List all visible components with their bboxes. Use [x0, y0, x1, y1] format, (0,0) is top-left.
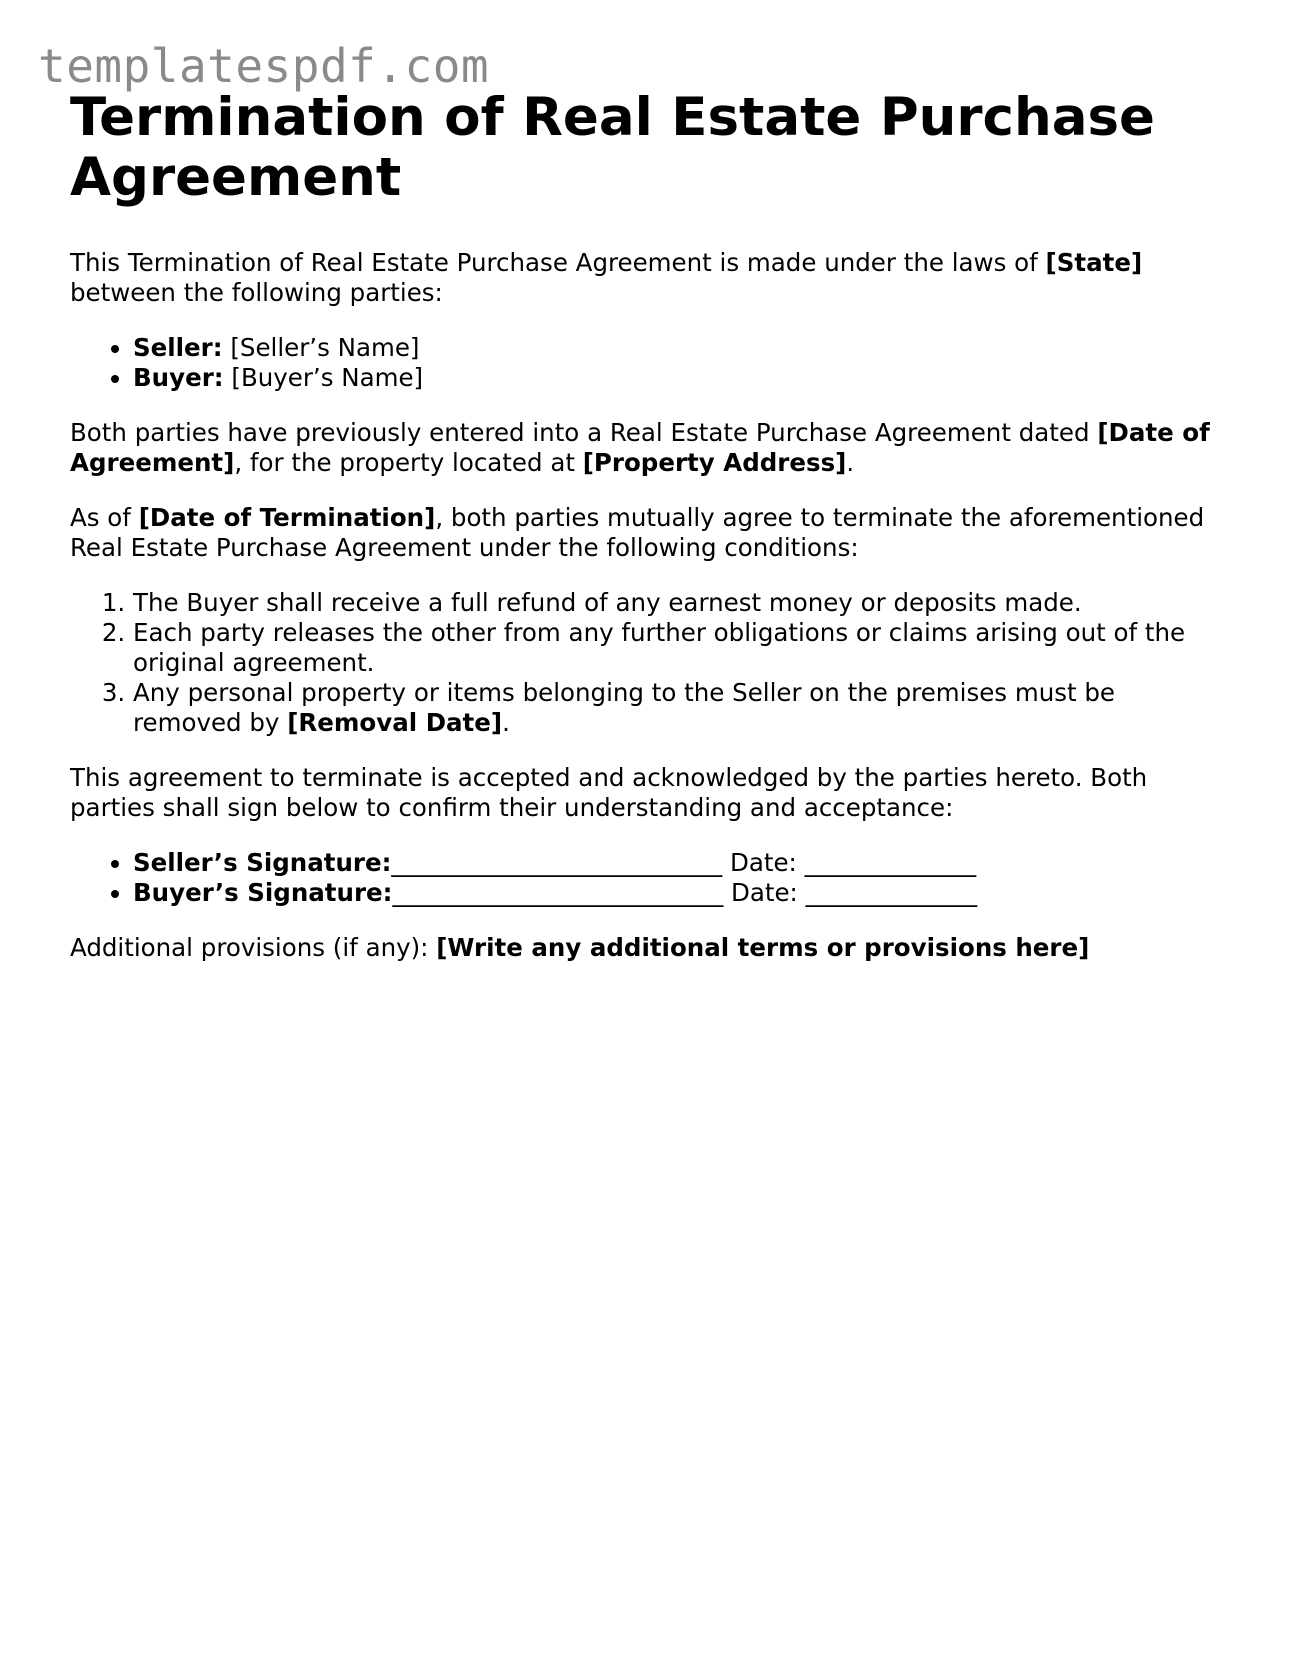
document-title: Termination of Real Estate Purchase Agreement [70, 87, 1155, 208]
signature-blank[interactable]: ___________________________ [391, 848, 723, 877]
condition-item: 2. Each party releases the other from any further obligations or claims arising out of the original agreement. [133, 618, 1230, 678]
date-blank[interactable]: ______________ [805, 878, 978, 907]
additional-provisions [70, 933, 1230, 963]
signature-label: Seller’s Signature: [133, 848, 392, 877]
condition-item [133, 678, 1230, 738]
watermark: templatespdf.com [38, 39, 490, 93]
property-address-placeholder: [Property Address] [582, 448, 847, 477]
agreement-text: , for the property located at [234, 448, 583, 477]
date-blank[interactable]: ______________ [804, 848, 977, 877]
removal-date-placeholder: [Removal Date] [287, 708, 503, 737]
additional-placeholder: [Write any additional terms or provisions here] [436, 933, 1090, 962]
condition-text: Any personal property or items belonging to the Seller on the premises must be removed by [133, 678, 1116, 737]
agreement-text: . [846, 448, 855, 477]
party-value: [Buyer’s Name] [223, 363, 424, 392]
termination-date-placeholder: [Date of Termination] [138, 503, 436, 532]
parties-list [70, 333, 1230, 393]
agreement-text: Both parties have previously entered into a Real Estate Purchase Agreement dated [70, 418, 1098, 447]
acceptance-paragraph: This agreement to terminate is accepted and acknowledged by the parties hereto. Both parties shall sign below to confirm their understanding and acceptance: [70, 763, 1148, 822]
date-label: Date: [723, 878, 806, 907]
signature-list [70, 848, 1230, 908]
intro-text: This Termination of Real Estate Purchase Agreement is made under the laws of [70, 248, 1046, 277]
document [70, 88, 1230, 963]
intro-paragraph [70, 248, 1230, 308]
party-label: Seller: [133, 333, 223, 362]
seller-signature-line [133, 848, 1230, 878]
termination-text: As of [70, 503, 139, 532]
date-label: Date: [722, 848, 805, 877]
termination-paragraph [70, 503, 1230, 563]
signature-blank[interactable]: ___________________________ [392, 878, 724, 907]
buyer-signature-line [133, 878, 1230, 908]
party-value: [Seller’s Name] [222, 333, 420, 362]
state-placeholder: [State] [1045, 248, 1143, 277]
termination-text: , both parties mutually agree to terminate the aforementioned Real Estate Purchase Agreement under the following conditions: [70, 503, 1205, 562]
condition-item: 1. The Buyer shall receive a full refund of any earnest money or deposits made. [133, 588, 1230, 618]
signature-label: Buyer’s Signature: [133, 878, 393, 907]
agreement-paragraph [70, 418, 1230, 478]
party-seller [133, 333, 1230, 363]
additional-label: Additional provisions (if any): [70, 933, 437, 962]
agreement-date-placeholder: [Date of Agreement] [70, 418, 1210, 477]
party-buyer [133, 363, 1230, 393]
party-label: Buyer: [133, 363, 224, 392]
conditions-list [70, 588, 1230, 738]
intro-text-end: between the following parties: [70, 278, 443, 307]
condition-text-end: . [502, 708, 510, 737]
